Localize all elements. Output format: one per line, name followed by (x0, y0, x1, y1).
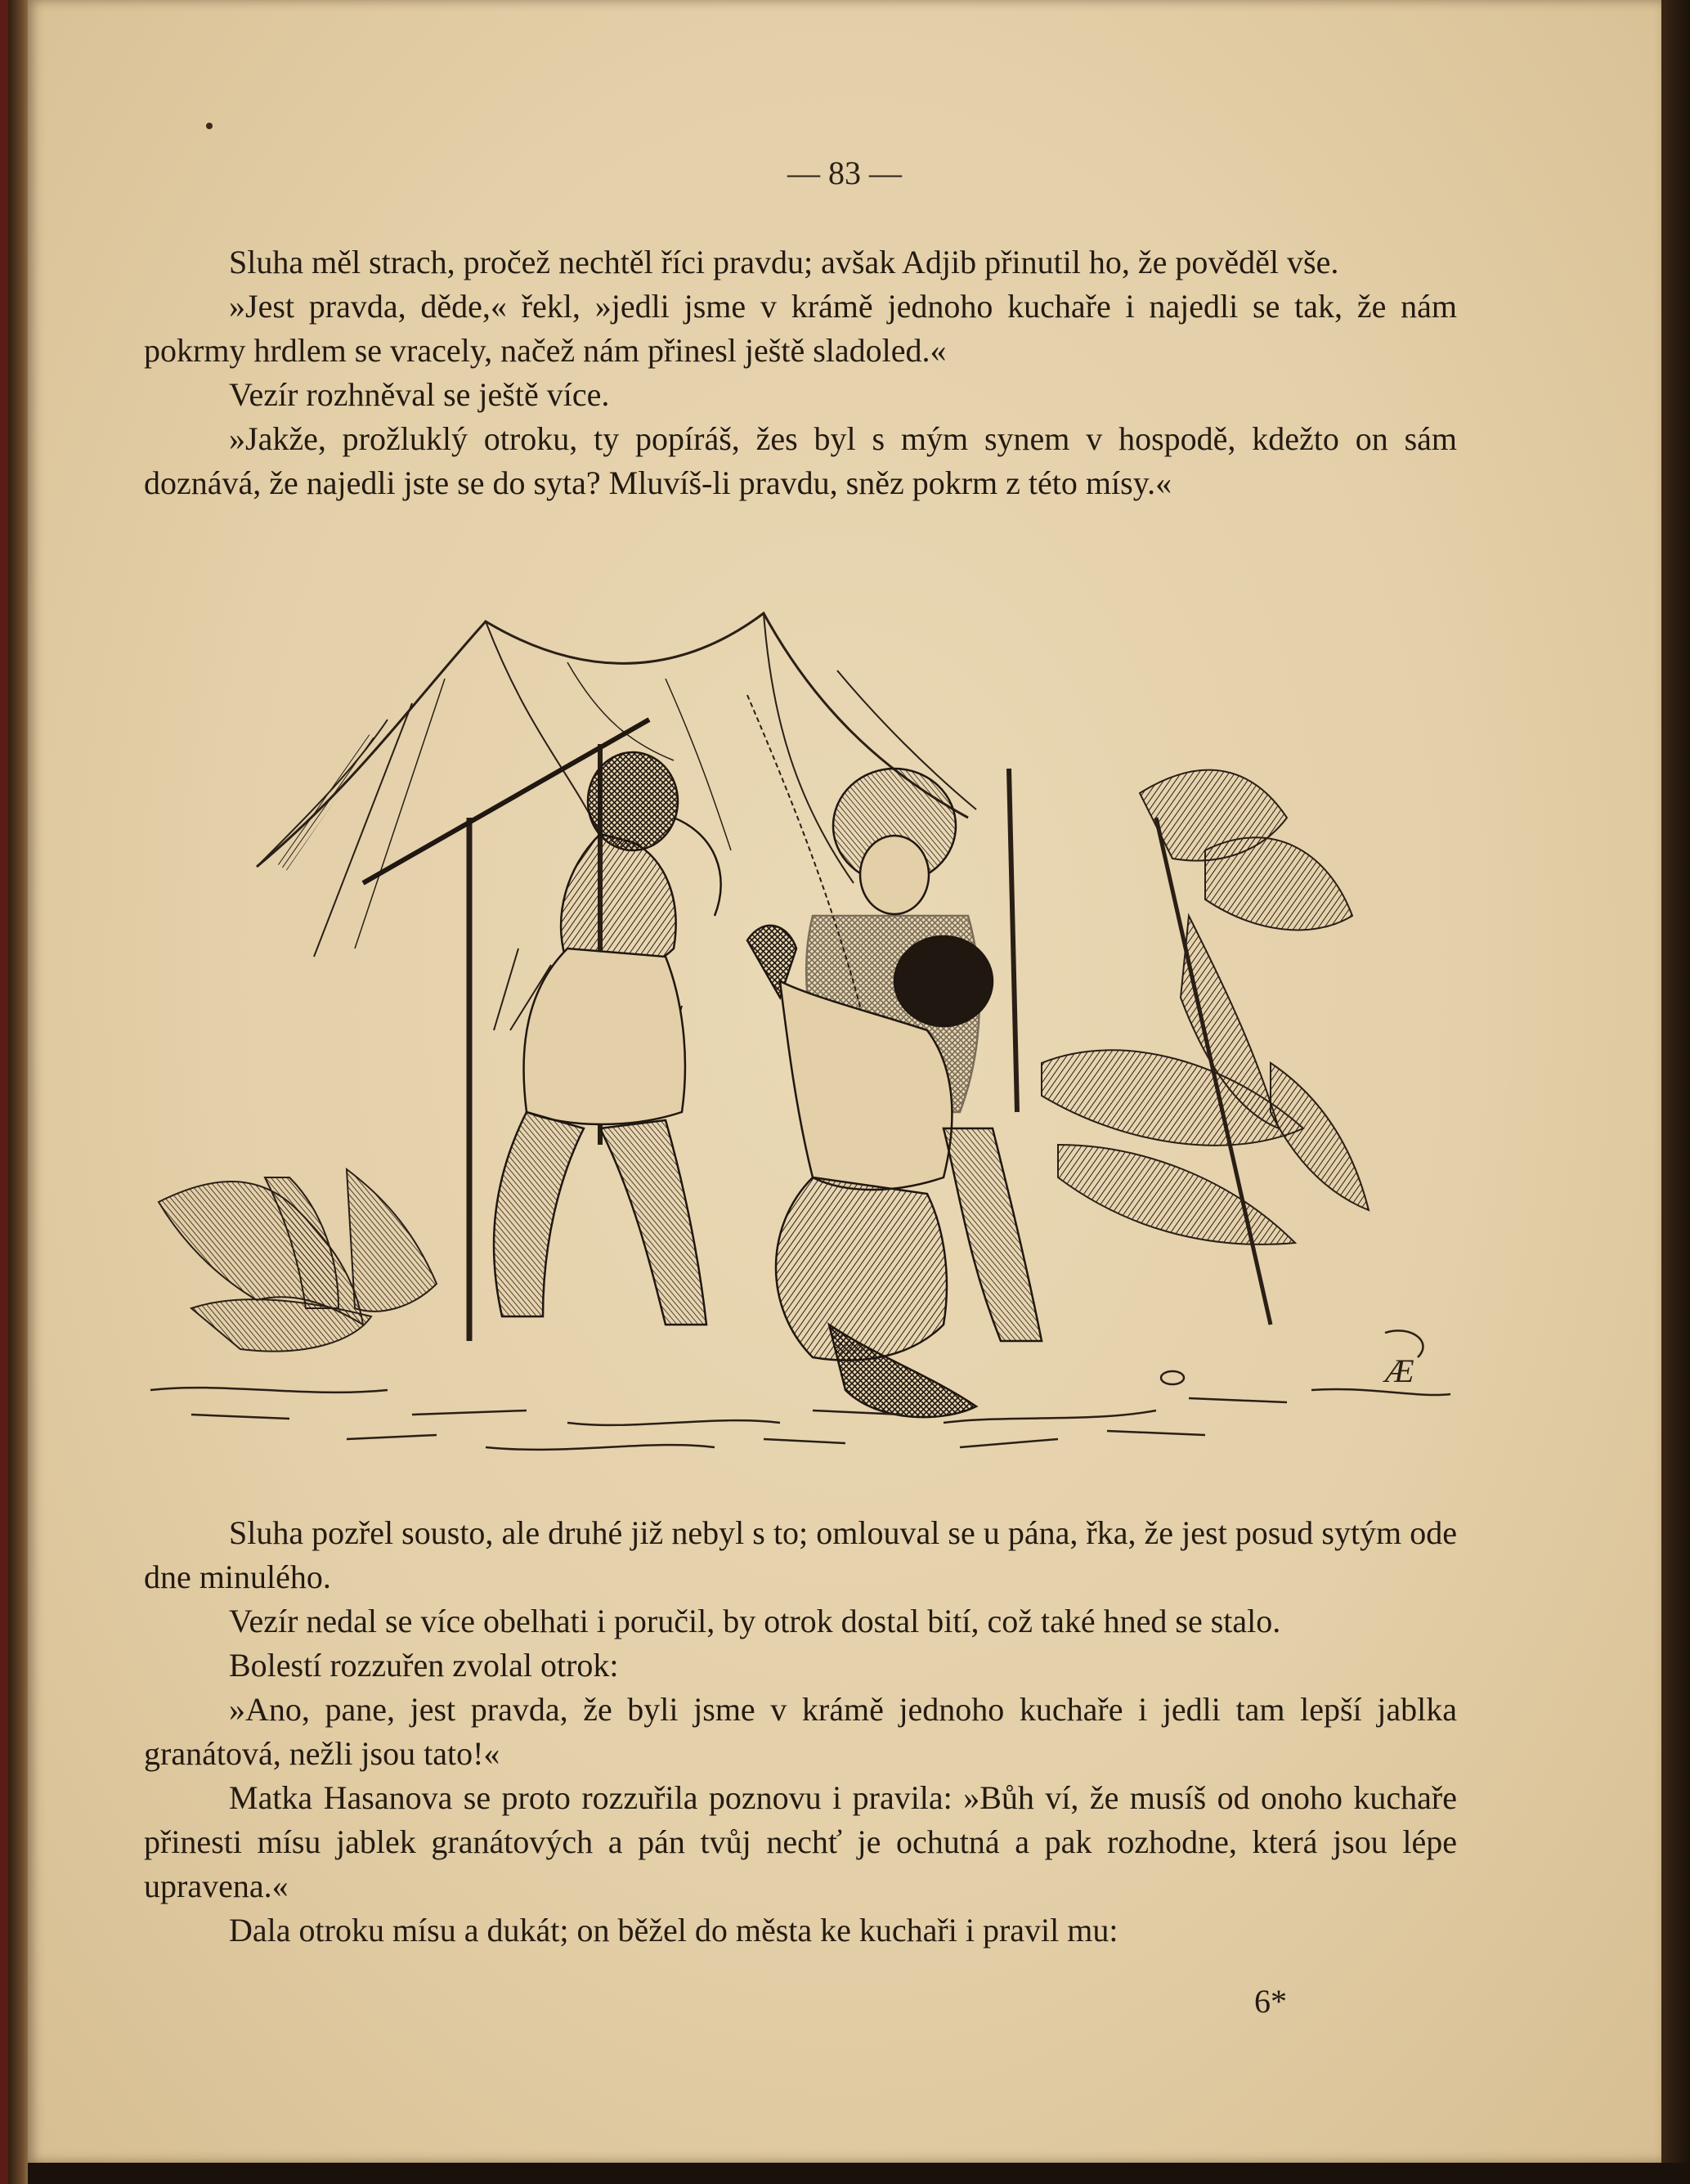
ground (150, 1330, 1450, 1450)
paragraph: Vezír nedal se více obelhati i poručil, by otrok dostal bití, což také hned se stalo. (229, 1603, 1281, 1639)
binding-cloth (0, 0, 8, 2184)
right-foliage (1042, 770, 1369, 1244)
paragraph: Vezír rozhněval se ještě více. (229, 376, 610, 413)
signature-mark: 6* (1254, 1983, 1287, 2020)
page-right-edge (1661, 0, 1690, 2184)
paragraph: Matka Hasanova se proto rozzuřila poznovu i pravila: »Bůh ví, že musíš od onoho kuchaře přinesti mísu jablek granátových a pán tvůj nechť je ochutná a pak rozhodne, která jsou lépe upravena.« (144, 1779, 1457, 1904)
paragraph: Bolestí rozzuřen zvolal otrok: (229, 1647, 619, 1684)
paragraph: »Ano, pane, jest pravda, že byli jsme v krámě jednoho kuchaře i jedli tam lepší jablka granátová, nežli jsou tato!« (144, 1691, 1457, 1772)
left-plant (159, 1169, 437, 1352)
page-number: — 83 — (787, 155, 902, 191)
text-block-bottom (144, 1511, 1457, 1953)
paragraph: Sluha pozřel sousto, ale druhé již nebyl s to; omlouval se u pána, řka, že jest posud sytým ode dne minulého. (144, 1514, 1457, 1595)
book-page (28, 0, 1661, 2163)
paragraph: Sluha měl strach, pročež nechtěl říci pravdu; avšak Adjib přinutil ho, že pověděl vše. (229, 244, 1339, 280)
engraver-signature: Æ (1385, 1352, 1414, 1389)
speck (206, 123, 213, 129)
paragraph: »Jakže, prožluklý otroku, ty popíráš, žes byl s mým synem v hospodě, kdežto on sám doznává, že najedli jste se do syta? Mluvíš-li pravdu, sněz pokrm z této mísy.« (144, 420, 1457, 501)
paragraph: »Jest pravda, děde,« řekl, »jedli jsme v krámě jednoho kuchaře i najedli se tak, že nám pokrmy hrdlem se vracely, načež nám přinesl ještě sladoled.« (144, 288, 1457, 369)
engraving-illustration (142, 605, 1459, 1472)
man-with-stick (363, 720, 721, 1325)
text-block-top (144, 240, 1457, 505)
page-bottom-edge (28, 2163, 1690, 2184)
paragraph: Dala otroku mísu a dukát; on běžel do města ke kuchaři i pravil mu: (229, 1912, 1118, 1949)
